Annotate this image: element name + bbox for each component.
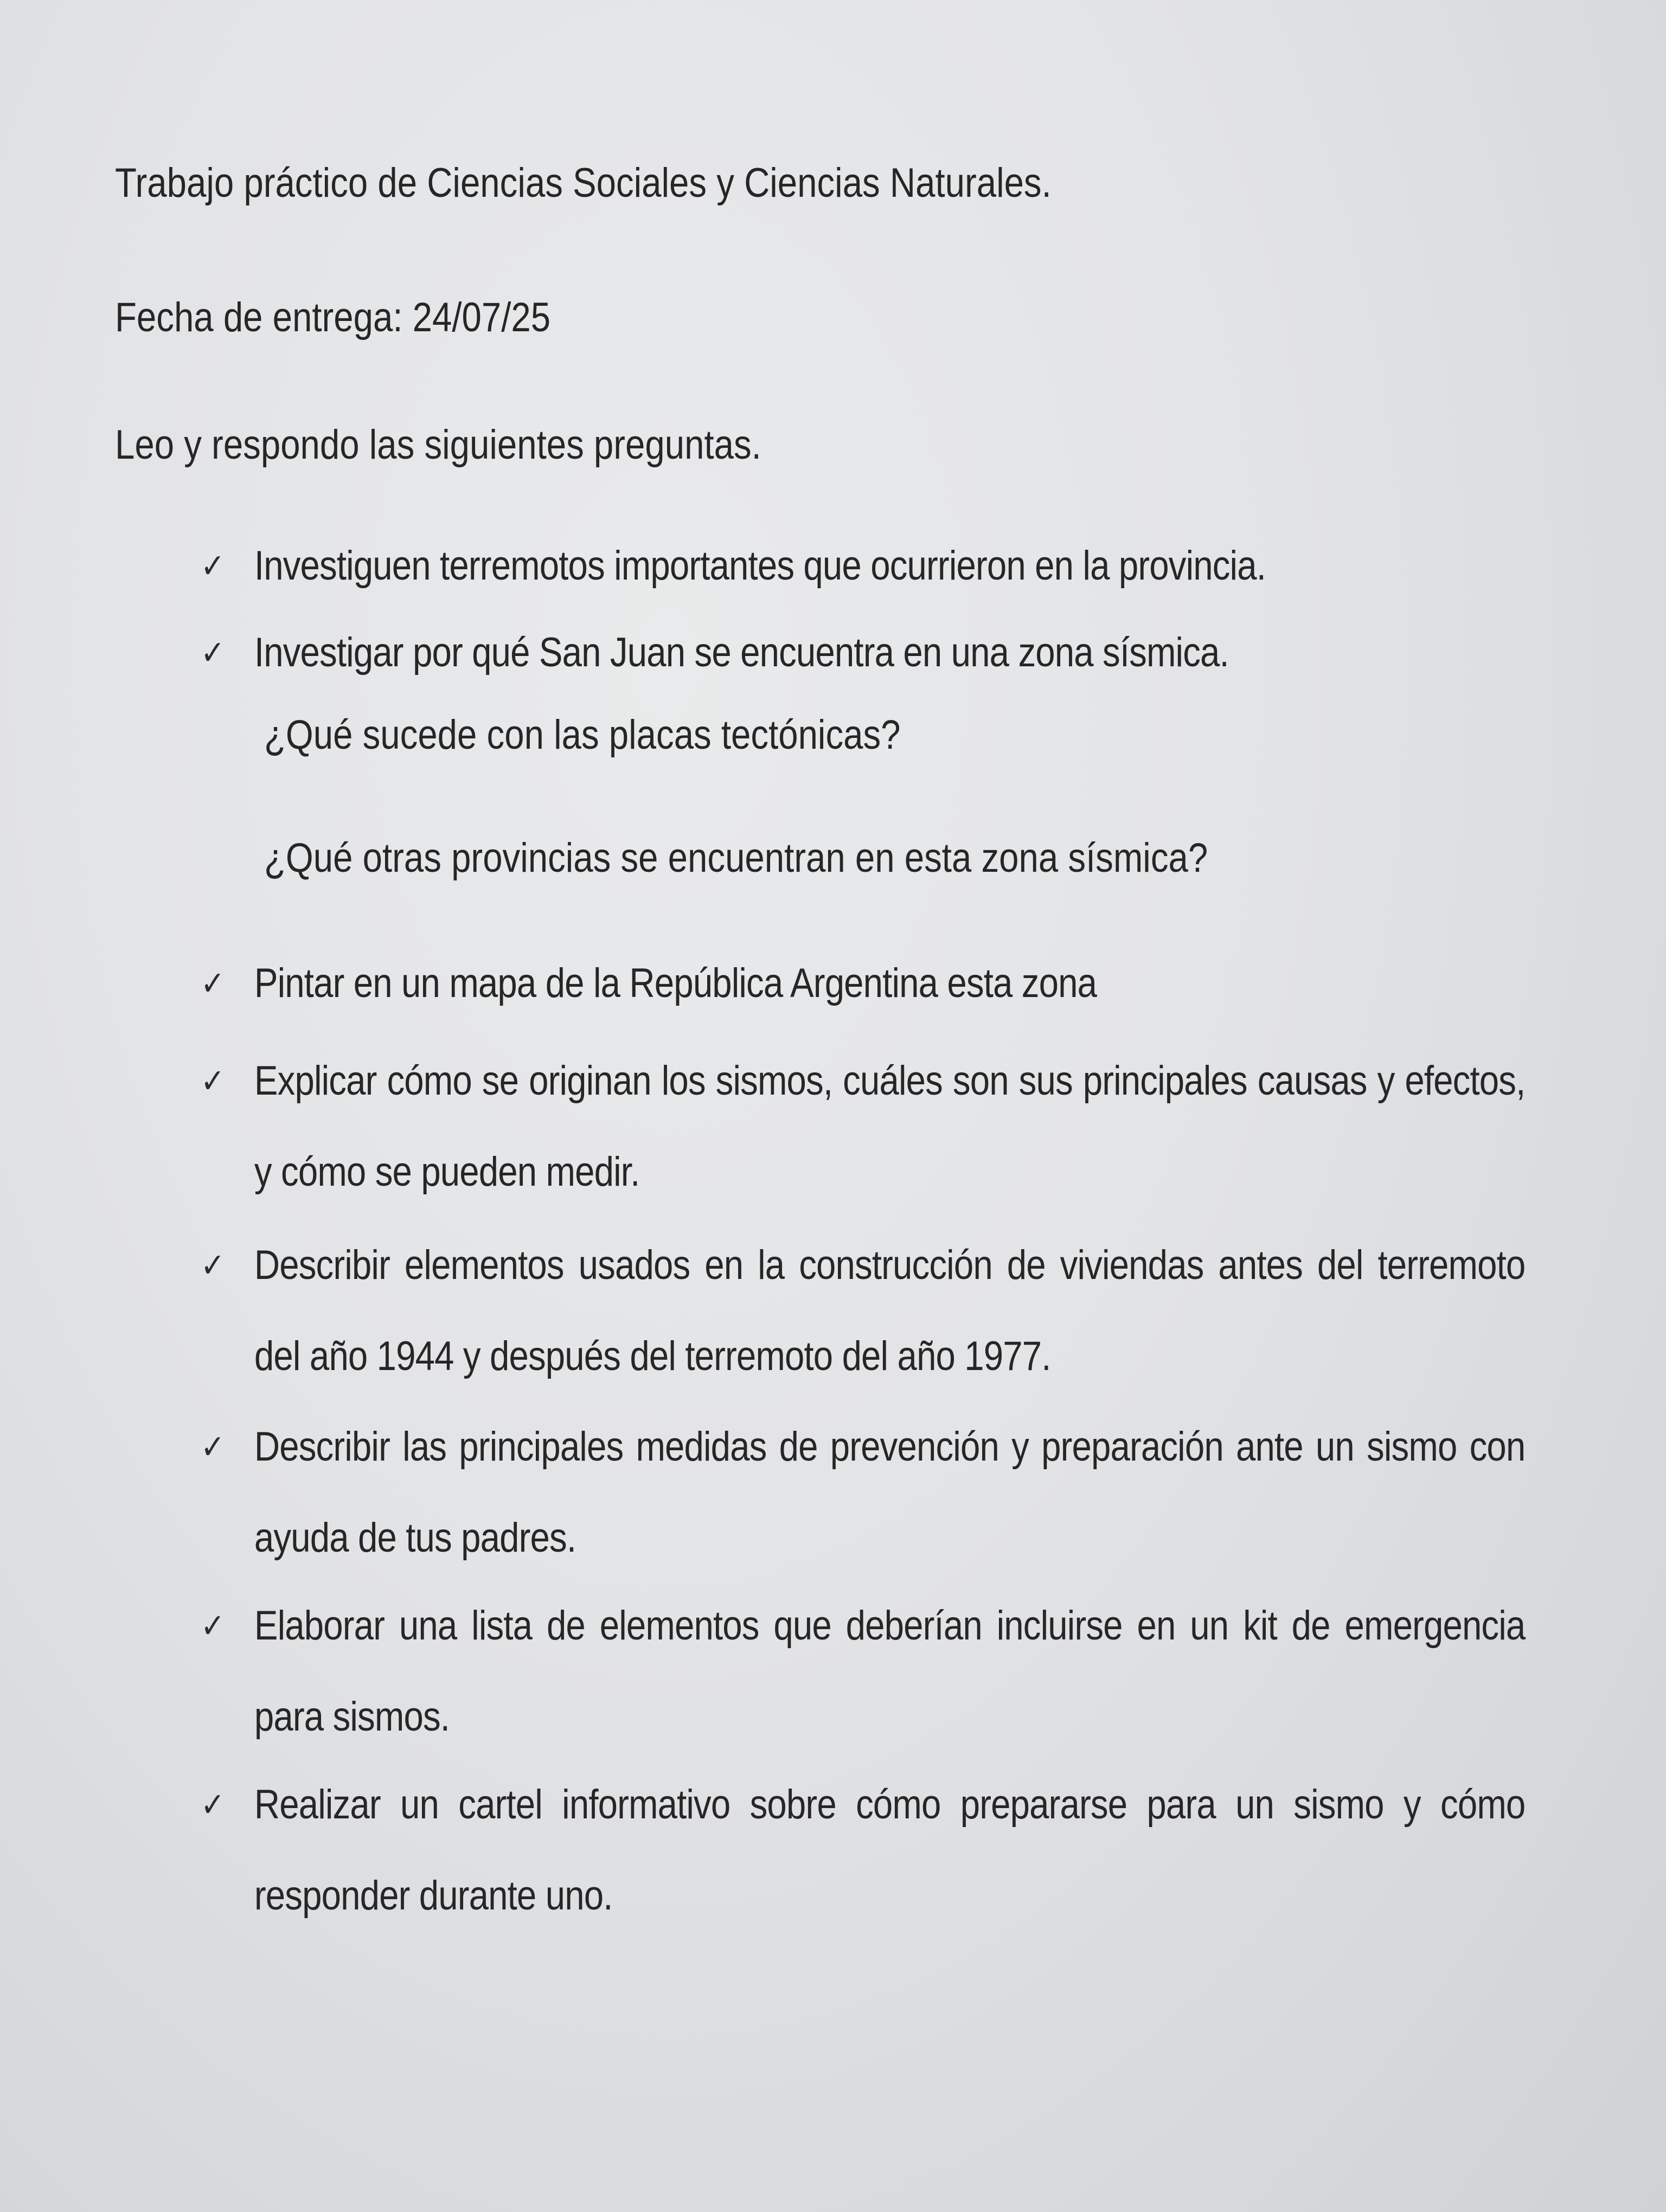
list-item-text: Pintar en un mapa de la República Argentina esta zona (254, 960, 1097, 1006)
list-item (201, 1036, 1525, 1218)
list-item-text: Elaborar una lista de elementos que deberían incluirse en un kit de emergencia para sismos. (254, 1603, 1526, 1740)
due-date: Fecha de entrega: 24/07/25 (115, 294, 551, 340)
check-mark-icon: ✓ (201, 1427, 225, 1467)
instruction-text: Leo y respondo las siguientes preguntas. (115, 422, 761, 468)
list-item-text: Explicar cómo se originan los sismos, cuáles son sus principales causas y efectos, y cómo se pueden medir. (254, 1058, 1526, 1195)
list-item-text: Investiguen terremotos importantes que ocurrieron en la provincia. (254, 543, 1266, 589)
check-mark-icon: ✓ (201, 1061, 225, 1101)
check-mark-icon: ✓ (201, 1245, 225, 1285)
sub-question: ¿Qué sucede con las placas tectónicas? (264, 712, 901, 758)
check-mark-icon: ✓ (201, 963, 225, 1003)
check-mark-icon: ✓ (201, 633, 225, 672)
list-item (201, 1401, 1525, 1584)
check-mark-icon: ✓ (201, 1785, 225, 1824)
sub-question: ¿Qué otras provincias se encuentran en esta zona sísmica? (264, 835, 1208, 881)
list-item (201, 938, 1525, 1029)
list-item (201, 1220, 1525, 1402)
list-item-text: Investigar por qué San Juan se encuentra en una zona sísmica. (254, 629, 1229, 676)
list-item (201, 607, 1525, 698)
list-item-text: Describir las principales medidas de prevención y preparación ante un sismo con ayuda de tus padres. (254, 1424, 1526, 1561)
list-item-text: Describir elementos usados en la construcción de viviendas antes del terremoto del año 1944 y después del terremoto del año 1977. (254, 1242, 1526, 1379)
list-item (201, 1580, 1525, 1763)
check-mark-icon: ✓ (201, 546, 225, 586)
list-item (201, 1759, 1525, 1941)
document-title: Trabajo práctico de Ciencias Sociales y Ciencias Naturales. (115, 160, 1052, 206)
check-mark-icon: ✓ (201, 1606, 225, 1645)
list-item (201, 520, 1525, 612)
list-item-text: Realizar un cartel informativo sobre cómo prepararse para un sismo y cómo responder durante uno. (254, 1782, 1526, 1919)
